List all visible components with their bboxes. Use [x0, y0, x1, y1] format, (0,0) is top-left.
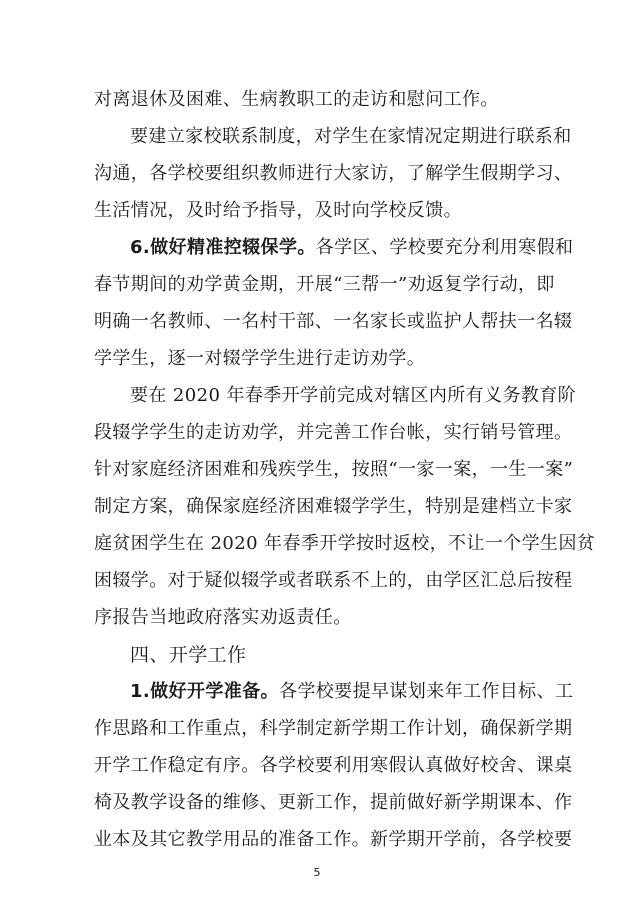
- paragraph-line: 作思路和工作重点，科学制定新学期工作计划，确保新学期: [94, 718, 573, 739]
- paragraph-line: 春节期间的劝学黄金期，开展“三帮一”劝返复学行动，即: [94, 274, 555, 295]
- paragraph-line: 椅及教学设备的维修、更新工作，提前做好新学期课本、作: [94, 792, 573, 813]
- paragraph-line: 庭贫困学生在 2020 年春季开学按时返校，不让一个学生因贫: [94, 533, 596, 554]
- paragraph-line: 对离退休及困难、生病教职工的走访和慰问工作。: [94, 89, 499, 110]
- section-subheading: 6.做好精准控辍保学。: [130, 237, 316, 258]
- page-number: 5: [313, 866, 321, 879]
- paragraph-line: 序报告当地政府落实劝返责任。: [94, 607, 352, 628]
- paragraph-line: 1.做好开学准备。各学校要提早谋划来年工作目标、工: [130, 681, 574, 702]
- paragraph-line: 业本及其它教学用品的准备工作。新学期开学前，各学校要: [94, 829, 573, 850]
- paragraph-line: 开学工作稳定有序。各学校要利用寒假认真做好校舍、课桌: [94, 755, 573, 776]
- paragraph-line: 要在 2020 年春季开学前完成对辖区内所有义务教育阶: [130, 385, 577, 406]
- paragraph-line: 6.做好精准控辍保学。各学区、学校要充分利用寒假和: [130, 237, 574, 258]
- paragraph-line: 针对家庭经济困难和残疾学生，按照“一家一案，一生一案”: [94, 459, 574, 480]
- paragraph-line: 段辍学学生的走访劝学，并完善工作台帐，实行销号管理。: [94, 422, 573, 443]
- paragraph-line: 制定方案，确保家庭经济困难辍学学生，特别是建档立卡家: [94, 496, 573, 517]
- paragraph-line: 学学生，逐一对辍学学生进行走访劝学。: [94, 348, 426, 369]
- paragraph-line: 明确一名教师、一名村干部、一名家长或监护人帮扶一名辍: [94, 311, 573, 332]
- paragraph-line: 生活情况，及时给予指导，及时向学校反馈。: [94, 200, 462, 221]
- section-heading: 四、开学工作: [130, 644, 247, 666]
- paragraph-line: 沟通，各学校要组织教师进行大家访，了解学生假期学习、: [94, 163, 573, 184]
- paragraph-line: 困辍学。对于疑似辍学或者联系不上的，由学区汇总后按程: [94, 570, 573, 591]
- section-subheading: 1.做好开学准备。: [130, 681, 279, 702]
- paragraph-line: 要建立家校联系制度，对学生在家情况定期进行联系和: [130, 126, 572, 147]
